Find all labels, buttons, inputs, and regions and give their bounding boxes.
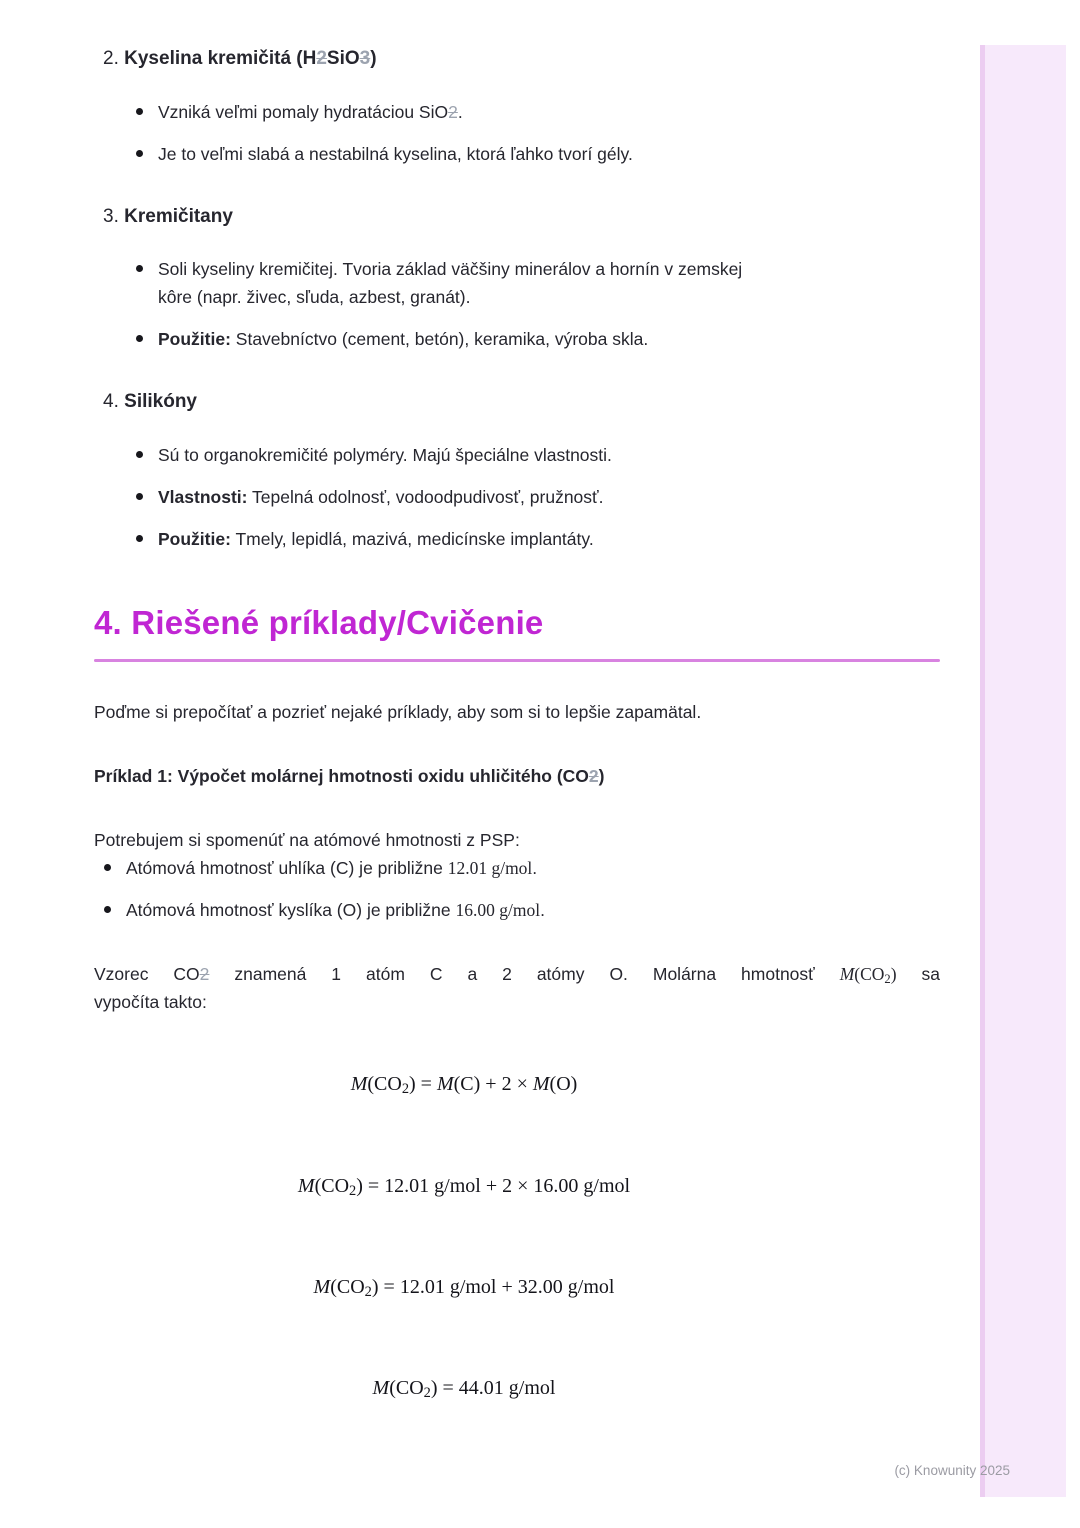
section-number: 2. [103,48,119,69]
numbered-section [103,204,940,354]
equation: M(CO2) = 44.01 g/mol [372,1377,556,1402]
section-number: 3. [103,205,119,227]
section-title: Kremičitany [124,205,233,227]
list-item: Použitie: Tmely, lepidlá, mazivá, medicínske implantáty. [135,525,775,553]
equation: M(CO2) = M(C) + 2 × M(O) [350,1073,578,1098]
section-number: 4. [103,391,119,413]
numbered-section [103,46,940,168]
psp-paragraph: Potrebujem si spomenúť na atómové hmotnosti z PSP: [94,829,520,850]
section-title: Silikóny [124,391,197,413]
list-item: Vlastnosti: Tepelná odolnosť, vodoodpudivosť, pružnosť. [135,483,775,511]
heading-rule [94,659,940,662]
bullet-list [135,255,940,353]
bullet-list [103,854,940,924]
section-heading [103,46,940,72]
list-item: Použitie: Stavebníctvo (cement, betón), keramika, výroba skla. [135,325,775,353]
list-item: Je to veľmi slabá a nestabilná kyselina, ktorá ľahko tvorí gély. [135,140,775,168]
section-heading [103,204,940,230]
equation: M(CO2) = 12.01 g/mol + 2 × 16.00 g/mol [297,1174,631,1199]
page-title: 4. Riešené príklady/Cvičenie [94,603,544,641]
equation: M(CO2) = 12.01 g/mol + 32.00 g/mol [313,1275,615,1300]
document-content [94,46,940,1473]
right-stripe [980,45,1066,1497]
formula-paragraph [94,960,940,1017]
formula-paragraph-line2: vypočíta takto: [94,992,207,1013]
formula-paragraph-line1: Vzorec CO2 znamená 1 atóm C a 2 atómy O. Molárna hmotnosť M(CO2) sa [94,963,940,986]
section-heading [103,389,940,415]
list-item: Sú to organokremičité polyméry. Majú špeciálne vlastnosti. [135,441,775,469]
numbered-section [103,389,940,553]
example-heading: Príklad 1: Výpočet molárnej hmotnosti oxidu uhličitého (CO2) [94,765,605,786]
list-item: Vzniká veľmi pomaly hydratáciou SiO2. [135,98,775,126]
bullet-list [135,441,940,553]
bullet-list [135,98,940,168]
equation-block [94,1068,834,1405]
list-item: Atómová hmotnosť kyslíka (O) je približne 16.00 g/mol. [103,896,940,924]
list-item: Atómová hmotnosť uhlíka (C) je približne 12.01 g/mol. [103,854,940,882]
list-item: Soli kyseliny kremičitej. Tvoria základ väčšiny minerálov a hornín v zemskej kôre (napr. živec, sľuda, azbest, granát). [135,255,775,311]
section-title: Kyselina kremičitá (H2SiO3) [124,48,377,69]
footer-copyright: (c) Knowunity 2025 [894,1463,1010,1479]
intro-paragraph: Poďme si prepočítať a pozrieť nejaké príklady, aby som si to lepšie zapamätal. [94,701,702,722]
